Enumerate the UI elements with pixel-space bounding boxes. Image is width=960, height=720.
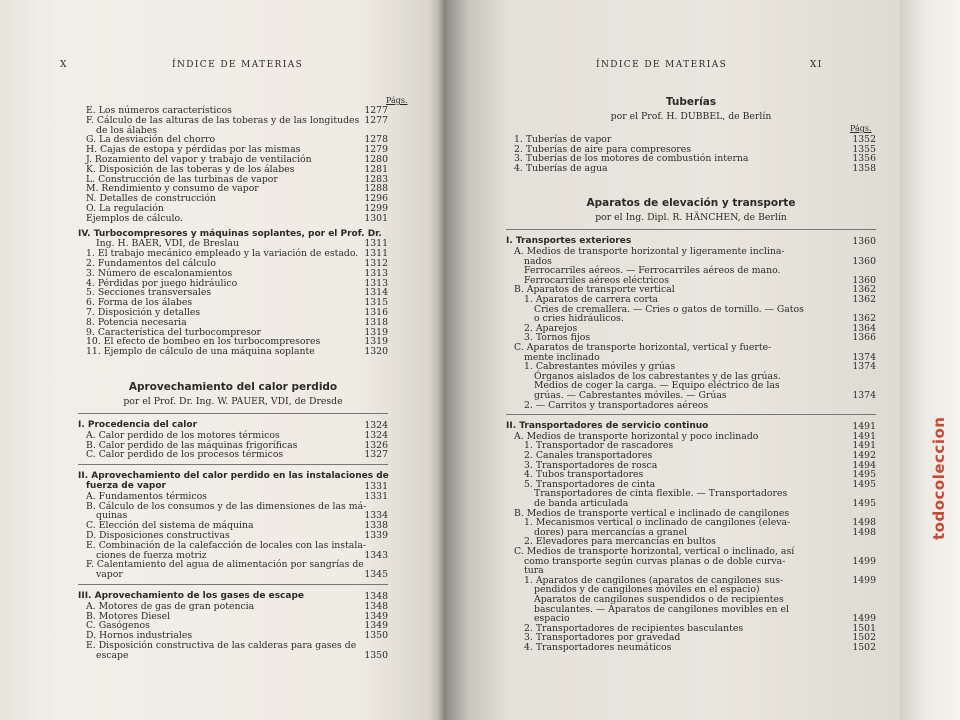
toc-entry-text: Cries de cremallera. — Cries o gatos de tornillo. — Gatos	[534, 303, 804, 315]
toc-entry-text: pendidos y de cangilones móviles en el espacio)	[534, 584, 760, 596]
toc-entry-page: 1498	[852, 517, 876, 529]
toc-entry-text: 1. Tuberías de vapor	[514, 134, 612, 145]
toc-entry-page: 1499	[852, 555, 876, 567]
toc-entry-text: 10. El efecto de bombeo en los turbocompresores	[86, 336, 321, 348]
toc-entry-text: Ejemplos de cálculo.	[86, 212, 183, 224]
toc-entry-page: 1350	[364, 649, 388, 661]
toc-entry-page: 1327	[364, 449, 388, 461]
toc-entry-text: C. Elección del sistema de máquina	[86, 520, 254, 532]
toc-entry-text: II. Transportadores de servicio continuo	[506, 421, 709, 432]
left-pags-label: Págs.	[386, 96, 408, 105]
toc-entry-page: 1334	[364, 510, 388, 522]
toc-entry-text: N. Detalles de construcción	[86, 193, 216, 205]
watermark: todocoleccion	[930, 416, 948, 540]
toc-entry-text: 5. Transportadores de cinta	[524, 478, 656, 490]
toc-entry-page: 1288	[364, 183, 388, 195]
toc-entry-page: 1374	[852, 390, 876, 401]
toc-entry-text: 2. Transportadores de recipientes basculantes	[524, 622, 744, 634]
section-title: Tuberías	[665, 96, 717, 108]
toc-entry-text: B. Medios de transporte vertical e inclinado de cangilones	[514, 507, 790, 519]
toc-entry-text: J. Rozamiento del vapor y trabajo de ventilación	[86, 154, 312, 165]
toc-entry-text: L. Construcción de las turbinas de vapor	[86, 173, 278, 185]
toc-entry-text: 2. Elevadores para mercancías en bultos	[524, 536, 716, 548]
toc-entry-text: C. Gasógenos	[86, 620, 150, 632]
toc-entry-page: 1374	[852, 361, 876, 373]
toc-entry-text: Medios de coger la carga. — Equipo eléctrico de las	[534, 380, 780, 392]
toc-entry-text: A. Fundamentos térmicos	[86, 490, 207, 502]
toc-entry-page: 1331	[364, 481, 388, 492]
left-page-number: X	[60, 60, 68, 70]
toc-entry-text: 3. Tuberías de los motores de combustión interna	[514, 153, 749, 165]
toc-entry-text: 11. Ejemplo de cálculo de una máquina soplante	[86, 346, 315, 358]
toc-entry-page: 1277	[364, 105, 388, 116]
toc-entry-text: B. Motores Diesel	[86, 610, 171, 622]
toc-entry-page: 1313	[364, 277, 388, 289]
toc-entry-page: 1374	[852, 351, 876, 363]
toc-entry-page: 1492	[852, 450, 876, 461]
toc-entry-text: 1. Mecanismos vertical o inclinado de cangilones (eleva-	[524, 517, 791, 529]
toc-entry-page: 1301	[364, 212, 388, 224]
toc-entry-page: 1494	[852, 459, 876, 471]
toc-entry-page: 1296	[364, 193, 388, 205]
toc-entry-text: 7. Disposición y detalles	[86, 307, 201, 318]
left-page	[0, 0, 446, 720]
toc-entry-page: 1498	[852, 526, 876, 538]
toc-entry-page: 1355	[852, 143, 876, 155]
toc-entry-text: 3. Tornos fijos	[524, 332, 591, 344]
toc-entry-page: 1495	[852, 478, 876, 490]
toc-entry-page: 1326	[364, 439, 388, 451]
toc-entry-text: C. Medios de transporte horizontal, vertical o inclinado, así	[514, 546, 795, 557]
toc-entry-text: I. Procedencia del calor	[78, 420, 198, 430]
toc-entry	[506, 557, 876, 567]
toc-entry-page: 1316	[364, 307, 388, 318]
toc-entry-page: 1311	[364, 238, 388, 250]
toc-entry-page: 1491	[852, 421, 876, 433]
toc-entry	[506, 247, 876, 257]
toc-entry-text: Ferrocarriles aéreos. — Ferrocarriles aéreos de mano.	[524, 265, 781, 277]
toc-entry-text: 3. Número de escalonamientos	[86, 267, 233, 279]
toc-entry-text: 3. Transportadores por gravedad	[524, 632, 681, 644]
toc-entry-page: 1362	[852, 313, 876, 325]
section-author: por el Prof. Dr. Ing. W. PAUER, VDI, de Dresde	[123, 396, 343, 407]
toc-entry-page: 1319	[364, 336, 388, 348]
toc-entry-text: E. Disposición constructiva de las calderas para gases de	[86, 640, 357, 651]
toc-entry-page: 1277	[364, 114, 388, 126]
toc-entry-text: E. Combinación de la calefacción de locales con las instala-	[86, 539, 367, 551]
section-author: por el Prof. H. DUBBEL, de Berlín	[610, 111, 772, 122]
divider-rule	[78, 584, 388, 585]
toc-entry-page: 1499	[852, 574, 876, 586]
toc-entry-text: mente inclinado	[524, 351, 600, 363]
toc-entry-text: basculantes. — Aparatos de cangilones movibles en el	[534, 603, 789, 615]
right-page-number: XI	[810, 60, 823, 70]
toc-entry-page: 1281	[364, 163, 388, 175]
toc-entry-text: B. Aparatos de transporte vertical	[514, 284, 675, 296]
section-title: Aparatos de elevación y transporte	[586, 197, 796, 210]
toc-entry-page: 1366	[852, 332, 876, 344]
toc-entry-text: fuerza de vapor	[86, 481, 166, 491]
toc-entry-text: K. Disposición de las toberas y de los álabes	[86, 163, 295, 175]
toc-entry-page: 1360	[852, 274, 876, 286]
toc-entry-text: nados	[524, 255, 552, 267]
toc-entry-text: IV. Turbocompresores y máquinas soplantes, por el Prof. Dr.	[78, 228, 382, 239]
toc-entry-text: espacio	[534, 613, 570, 625]
section-author: por el Ing. Dipl. R. HÄNCHEN, de Berlín	[595, 212, 787, 224]
toc-entry-text: grúas. — Cabrestantes móviles. — Grúas	[534, 390, 727, 401]
toc-entry-text: vapor	[96, 569, 123, 581]
toc-entry-page: 1362	[852, 284, 876, 296]
toc-entry-text: A. Motores de gas de gran potencia	[86, 600, 255, 612]
toc-entry-text: A. Medios de transporte horizontal y poco inclinado	[514, 430, 759, 442]
toc-entry-page: 1318	[364, 316, 388, 328]
toc-entry-text: como transporte según curvas planas o de doble curva-	[524, 555, 786, 567]
toc-entry-text: 1. Aparatos de cangilones (aparatos de cangilones sus-	[524, 574, 784, 586]
toc-entry-page: 1331	[364, 490, 388, 502]
toc-entry-text: C. Calor perdido de los procesos térmicos	[86, 449, 284, 461]
toc-entry-text: III. Aprovechamiento de los gases de escape	[78, 591, 305, 601]
toc-entry-page: 1348	[364, 591, 388, 602]
toc-entry	[78, 651, 388, 661]
toc-entry-text: tura	[524, 565, 544, 577]
toc-entry-text: 9. Característica del turbocompresor	[86, 326, 261, 338]
toc-entry-text: 4. Tubos transportadores	[524, 469, 644, 481]
toc-entry-text: 6. Forma de los álabes	[86, 297, 193, 309]
divider-rule	[78, 413, 388, 414]
divider-rule	[506, 414, 876, 415]
divider-rule	[78, 464, 388, 465]
toc-entry-text: O. La regulación	[86, 203, 164, 214]
toc-entry-page: 1495	[852, 469, 876, 481]
toc-entry-text: dores) para mercancías a granel	[534, 526, 688, 538]
right-pags-label: Págs.	[850, 124, 872, 133]
toc-entry-page: 1348	[364, 600, 388, 612]
toc-entry	[506, 401, 876, 411]
toc-entry-page: 1502	[852, 632, 876, 644]
toc-entry-page: 1356	[852, 153, 876, 165]
toc-entry	[78, 214, 388, 224]
toc-entry-page: 1279	[364, 144, 388, 156]
toc-entry-page: 1501	[852, 622, 876, 634]
toc-entry-page: 1319	[364, 326, 388, 338]
toc-entry-text: de los álabes	[96, 124, 157, 136]
toc-entry-text: E. Los números característicos	[86, 105, 232, 116]
toc-entry-page: 1360	[852, 255, 876, 267]
toc-entry-page: 1345	[364, 569, 388, 581]
toc-entry-page: 1360	[852, 236, 876, 248]
toc-entry-text: Ing. H. BAER, VDI, de Breslau	[96, 238, 239, 250]
toc-entry-text: quinas	[96, 510, 128, 522]
toc-entry-page: 1352	[852, 134, 876, 145]
right-page	[446, 0, 900, 720]
toc-entry-text: 2. — Carritos y transportadores aéreos	[524, 399, 709, 411]
toc-entry-page: 1491	[852, 430, 876, 442]
toc-entry-text: 1. Transportador de rascadores	[524, 440, 674, 452]
toc-entry-page: 1339	[364, 530, 388, 541]
toc-entry-text: B. Calor perdido de las máquinas frigoríficas	[86, 439, 298, 451]
toc-entry-text: 2. Canales transportadores	[524, 450, 653, 461]
toc-entry-page: 1324	[364, 429, 388, 441]
toc-entry-page: 1358	[852, 162, 876, 174]
toc-entry-text: escape	[96, 649, 129, 661]
toc-entry-page: 1502	[852, 642, 876, 653]
toc-entry-text: Transportadores de cinta flexible. — Transportadores	[534, 488, 788, 500]
toc-entry-text: 4. Transportadores neumáticos	[524, 642, 672, 653]
right-header-title: ÍNDICE DE MATERIAS	[596, 60, 728, 70]
toc-entry	[78, 450, 388, 460]
toc-entry	[506, 643, 876, 653]
toc-entry-text: II. Aprovechamiento del calor perdido en las instalaciones de	[78, 471, 389, 482]
toc-entry-text: 1. Aparatos de carrera corta	[524, 294, 659, 305]
toc-entry-page: 1499	[852, 613, 876, 625]
toc-entry-page: 1349	[364, 610, 388, 622]
toc-entry-page: 1299	[364, 203, 388, 214]
toc-entry	[78, 347, 388, 357]
toc-entry-text: 3. Transportadores de rosca	[524, 459, 658, 471]
toc-entry-text: I. Transportes exteriores	[506, 236, 632, 247]
toc-entry-text: 2. Fundamentos del cálculo	[86, 258, 216, 269]
toc-entry-text: B. Cálculo de los consumos y de las dimensiones de las má-	[86, 500, 367, 512]
toc-entry-text: 4. Tuberías de agua	[514, 162, 608, 174]
toc-entry-text: H. Cajas de estopa y pérdidas por las mismas	[86, 144, 301, 156]
right-header	[596, 60, 886, 76]
toc-entry-page: 1364	[852, 322, 876, 334]
toc-entry-text: Ferrocarriles aéreos eléctricos	[524, 274, 669, 286]
toc-entry-page: 1350	[364, 630, 388, 642]
toc-entry-page: 1338	[364, 520, 388, 532]
toc-entry-page: 1314	[364, 287, 388, 299]
toc-entry-text: 4. Pérdidas por juego hidráulico	[86, 277, 238, 289]
toc-entry-text: A. Medios de transporte horizontal y ligeramente inclina-	[514, 246, 785, 257]
toc-entry-text: M. Rendimiento y consumo de vapor	[86, 183, 259, 195]
toc-entry-text: 2. Aparejos	[524, 322, 578, 334]
toc-entry-page: 1311	[364, 248, 388, 260]
toc-entry-text: 1. El trabajo mecánico empleado y la variación de estado.	[86, 248, 359, 260]
toc-entry-page: 1349	[364, 620, 388, 632]
left-header-title: ÍNDICE DE MATERIAS	[172, 60, 304, 70]
toc-entry-page: 1315	[364, 297, 388, 309]
divider-rule	[506, 229, 876, 230]
toc-entry-text: ciones de fuerza motriz	[96, 549, 207, 561]
toc-entry	[78, 570, 388, 580]
toc-entry-page: 1312	[364, 258, 388, 269]
toc-entry-page: 1320	[364, 346, 388, 358]
toc-entry-text: 8. Potencia necesaria	[86, 316, 187, 328]
toc-entry-text: de banda articulada	[534, 498, 629, 509]
toc-entry	[78, 560, 388, 570]
toc-entry-text: A. Calor perdido de los motores térmicos	[86, 429, 280, 441]
toc-entry-page: 1343	[364, 549, 388, 561]
toc-entry-text: 1. Cabrestantes móviles y grúas	[524, 361, 676, 373]
toc-entry-page: 1495	[852, 498, 876, 509]
toc-entry-page: 1280	[364, 154, 388, 165]
toc-entry-text: Aparatos de cangilones suspendidos o de recipientes	[534, 594, 784, 605]
toc-entry-page: 1313	[364, 267, 388, 279]
toc-entry-page: 1362	[852, 294, 876, 305]
toc-entry-text: F. Cálculo de las alturas de las toberas y de las longitudes	[86, 114, 360, 126]
toc-entry-text: Órganos aislados de los cabrestantes y de las grúas.	[534, 370, 781, 382]
toc-entry-text: 2. Tuberías de aire para compresores	[514, 143, 692, 155]
toc-entry-text: 5. Secciones transversales	[86, 287, 212, 299]
toc-entry-text: G. La desviación del chorro	[86, 134, 216, 146]
toc-entry	[506, 164, 876, 174]
toc-entry-text: o cries hidráulicos.	[534, 313, 624, 325]
toc-entry-page: 1491	[852, 440, 876, 452]
toc-entry-page: 1278	[364, 134, 388, 146]
toc-entry-text: D. Disposiciones constructivas	[86, 530, 230, 541]
toc-entry-text: F. Calentamiento del agua de alimentación por sangrías de	[86, 559, 364, 571]
toc-entry-text: D. Hornos industriales	[86, 630, 193, 642]
toc-entry-page: 1324	[364, 420, 388, 431]
section-title: Aprovechamiento del calor perdido	[128, 381, 338, 393]
toc-entry-text: C. Aparatos de transporte horizontal, vertical y fuerte-	[514, 342, 772, 353]
toc-entry-page: 1283	[364, 173, 388, 185]
left-header	[60, 60, 430, 76]
